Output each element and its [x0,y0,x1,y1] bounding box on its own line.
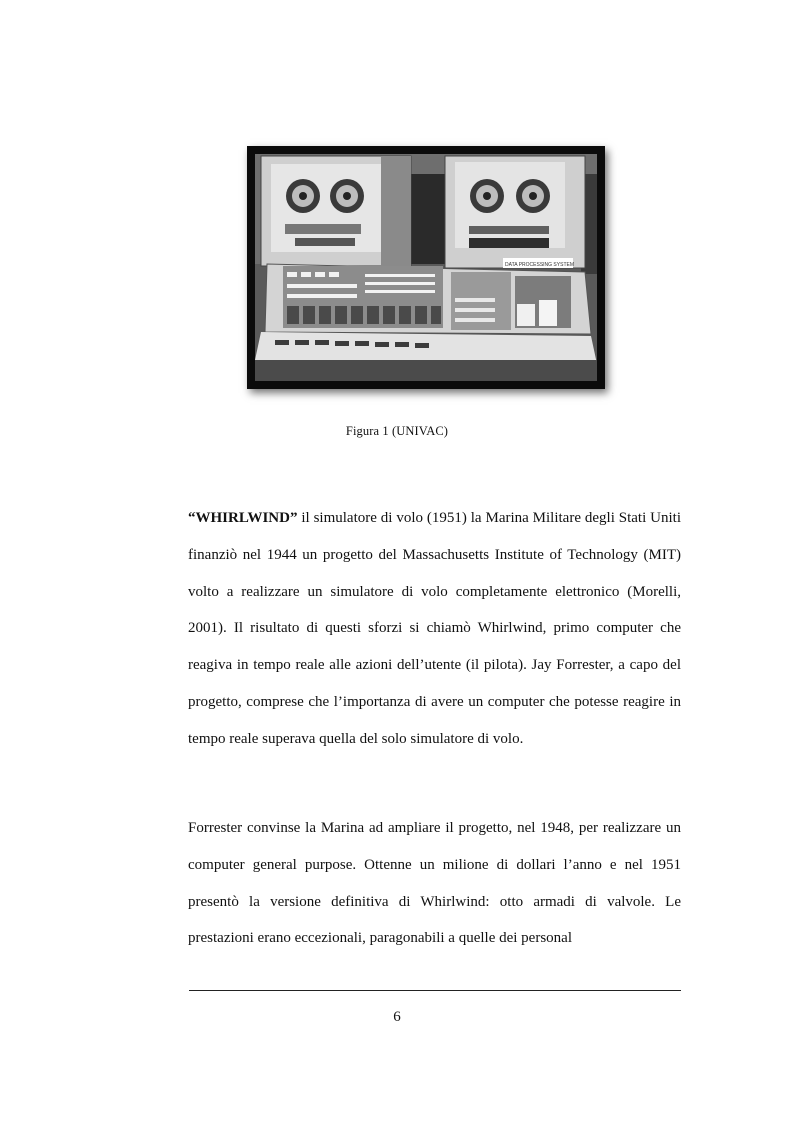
whirlwind-heading: “WHIRLWIND” [188,510,298,526]
figure-caption: Figura 1 (UNIVAC) [345,424,449,438]
page-number: 6 [393,1009,401,1025]
univac-photo [247,146,605,389]
paragraph-forrester: Forrester convinse la Marina ad ampliare il progetto, nel 1948, per realizzare un computer general purpose. Ottenne un milione di dollari l’anno e nel 1951 presentò la versione definitiva di Whirlwind: otto armadi di valvole. Le prestazioni erano eccezionali, paragonabili a quelle dei personal [188,820,681,947]
paragraph-whirlwind-text: il simulatore di volo (1951) la Marina Militare degli Stati Uniti finanziò nel 1944 un progetto del Massachusetts Institute of Technology (MIT) volto a realizzare un simulatore di volo completamente elettronico (Morelli, 2001). Il risultato di questi sforzi si chiamò Whirlwind, primo computer che reagiva in tempo reale alle azioni dell’utente (il pilota). Jay Forrester, a capo del progetto, comprese che l’importanza di avere un computer che potesse reagire in tempo reale superava quella del solo simulatore di volo. [188,510,681,747]
footer-divider [189,990,681,991]
panel-label: DATA PROCESSING SYSTEM [505,262,574,268]
univac-photo-illustration [255,154,597,381]
paragraph-whirlwind [188,500,681,758]
